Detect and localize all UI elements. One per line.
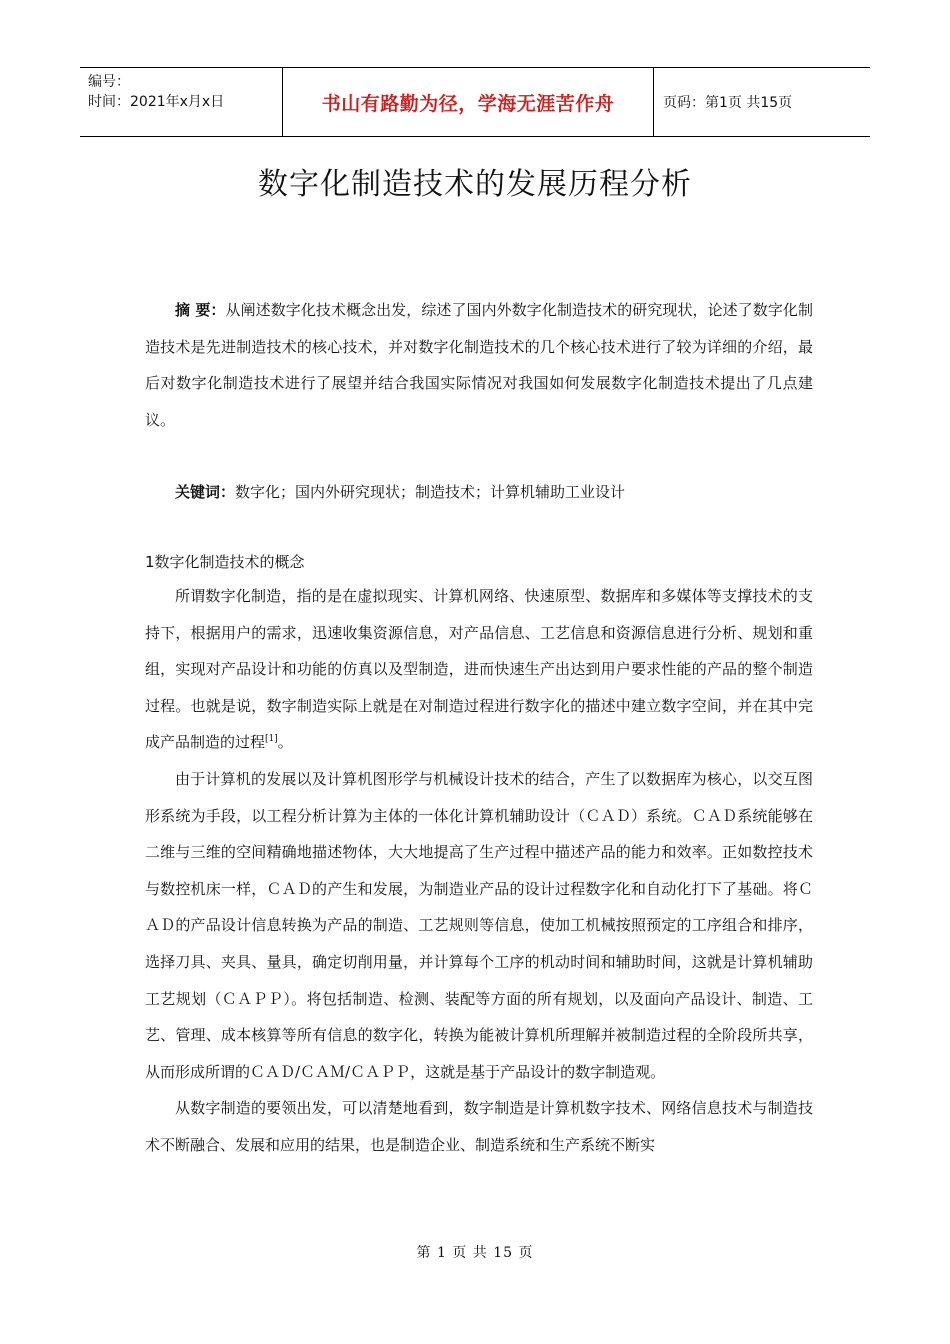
paragraph: 由于计算机的发展以及计算机图形学与机械设计技术的结合，产生了以数据库为核心，以交互图形系统为手段，以工程分析计算为主体的一体化计算机辅助设计（ＣＡＤ）系统。ＣＡＤ系统能够在二维与三维的空间精确地描述物体，大大地提高了生产过程中描述产品的能力和效率。正如数控技术与数控机床一样，ＣＡＤ的产生和发展，为制造业产品的设计过程数字化和自动化打下了基础。将ＣＡＤ的产品设计信息转换为产品的制造、工艺规则等信息，使加工机械按照预定的工序组合和排序，选择刀具、夹具、量具，确定切削用量，并计算每个工序的机动时间和辅助时间，这就是计算机辅助工艺规划（ＣＡＰＰ）。将包括制造、检测、装配等方面的所有规划，以及面向产品设计、制造、工艺、管理、成本核算等所有信息的数字化，转换为能被计算机所理解并被制造过程的全阶段所共享，从而形成所谓的ＣＡＤ/ＣＡＭ/ＣＡＰＰ，这就是基于产品设计的数字制造观。 bbox=[145, 769, 813, 1081]
header-page-info: 页码：第1页 共15页 bbox=[663, 95, 793, 111]
paragraph-text: 所谓数字化制造，指的是在虚拟现实、计算机网络、快速原型、数据库和多媒体等支撑技术的支持下，根据用户的需求，迅速收集资源信息，对产品信息、工艺信息和资源信息进行分析、规划和重组，实现对产品设计和功能的仿真以及型制造，进而快速生产出达到用户要求性能的产品的整个制造过程。也就是说，数字制造实际上就是在对制造过程进行数字化的描述中建立数字空间，并在其中完成产品制造的过程 bbox=[145, 587, 813, 752]
section-heading: 1数字化制造技术的概念 bbox=[145, 553, 305, 571]
abstract-text: 从阐述数字化技术概念出发，综述了国内外数字化制造技术的研究现状，论述了数字化制造技术是先进制造技术的核心技术，并对数字化制造技术的几个核心技术进行了较为详细的介绍，最后对数字化制造技术进行了展望并结合我国实际情况对我国如何发展数字化制造技术提出了几点建议。 bbox=[145, 301, 813, 429]
document-time: 时间：2021年x月x日 bbox=[88, 94, 225, 110]
abstract-label: 摘 要： bbox=[175, 301, 226, 319]
header-motto-cell bbox=[282, 68, 654, 136]
section-body bbox=[145, 578, 813, 1164]
keywords-text: 数字化；国内外研究现状；制造技术；计算机辅助工业设计 bbox=[235, 483, 626, 501]
header-table bbox=[80, 67, 870, 137]
page-footer: 第 1 页 共 15 页 bbox=[416, 1245, 534, 1261]
document-number-label: 编号： bbox=[88, 74, 130, 90]
paragraph: 从数字制造的要领出发，可以清楚地看到，数字制造是计算机数字技术、网络信息技术与制造技术不断融合、发展和应用的结果，也是制造企业、制造系统和生产系统不断实 bbox=[145, 1099, 813, 1154]
header-motto: 书山有路勤为径，学海无涯苦作舟 bbox=[321, 92, 615, 115]
keywords-label: 关键词： bbox=[175, 483, 236, 501]
paragraph-end: 。 bbox=[277, 733, 293, 752]
keywords bbox=[145, 474, 813, 511]
header-meta bbox=[80, 68, 282, 136]
document-title: 数字化制造技术的发展历程分析 bbox=[258, 167, 692, 202]
citation-ref: [1] bbox=[265, 734, 278, 745]
header-page-info-cell bbox=[654, 68, 870, 136]
paragraph bbox=[145, 578, 813, 761]
abstract bbox=[145, 292, 813, 438]
